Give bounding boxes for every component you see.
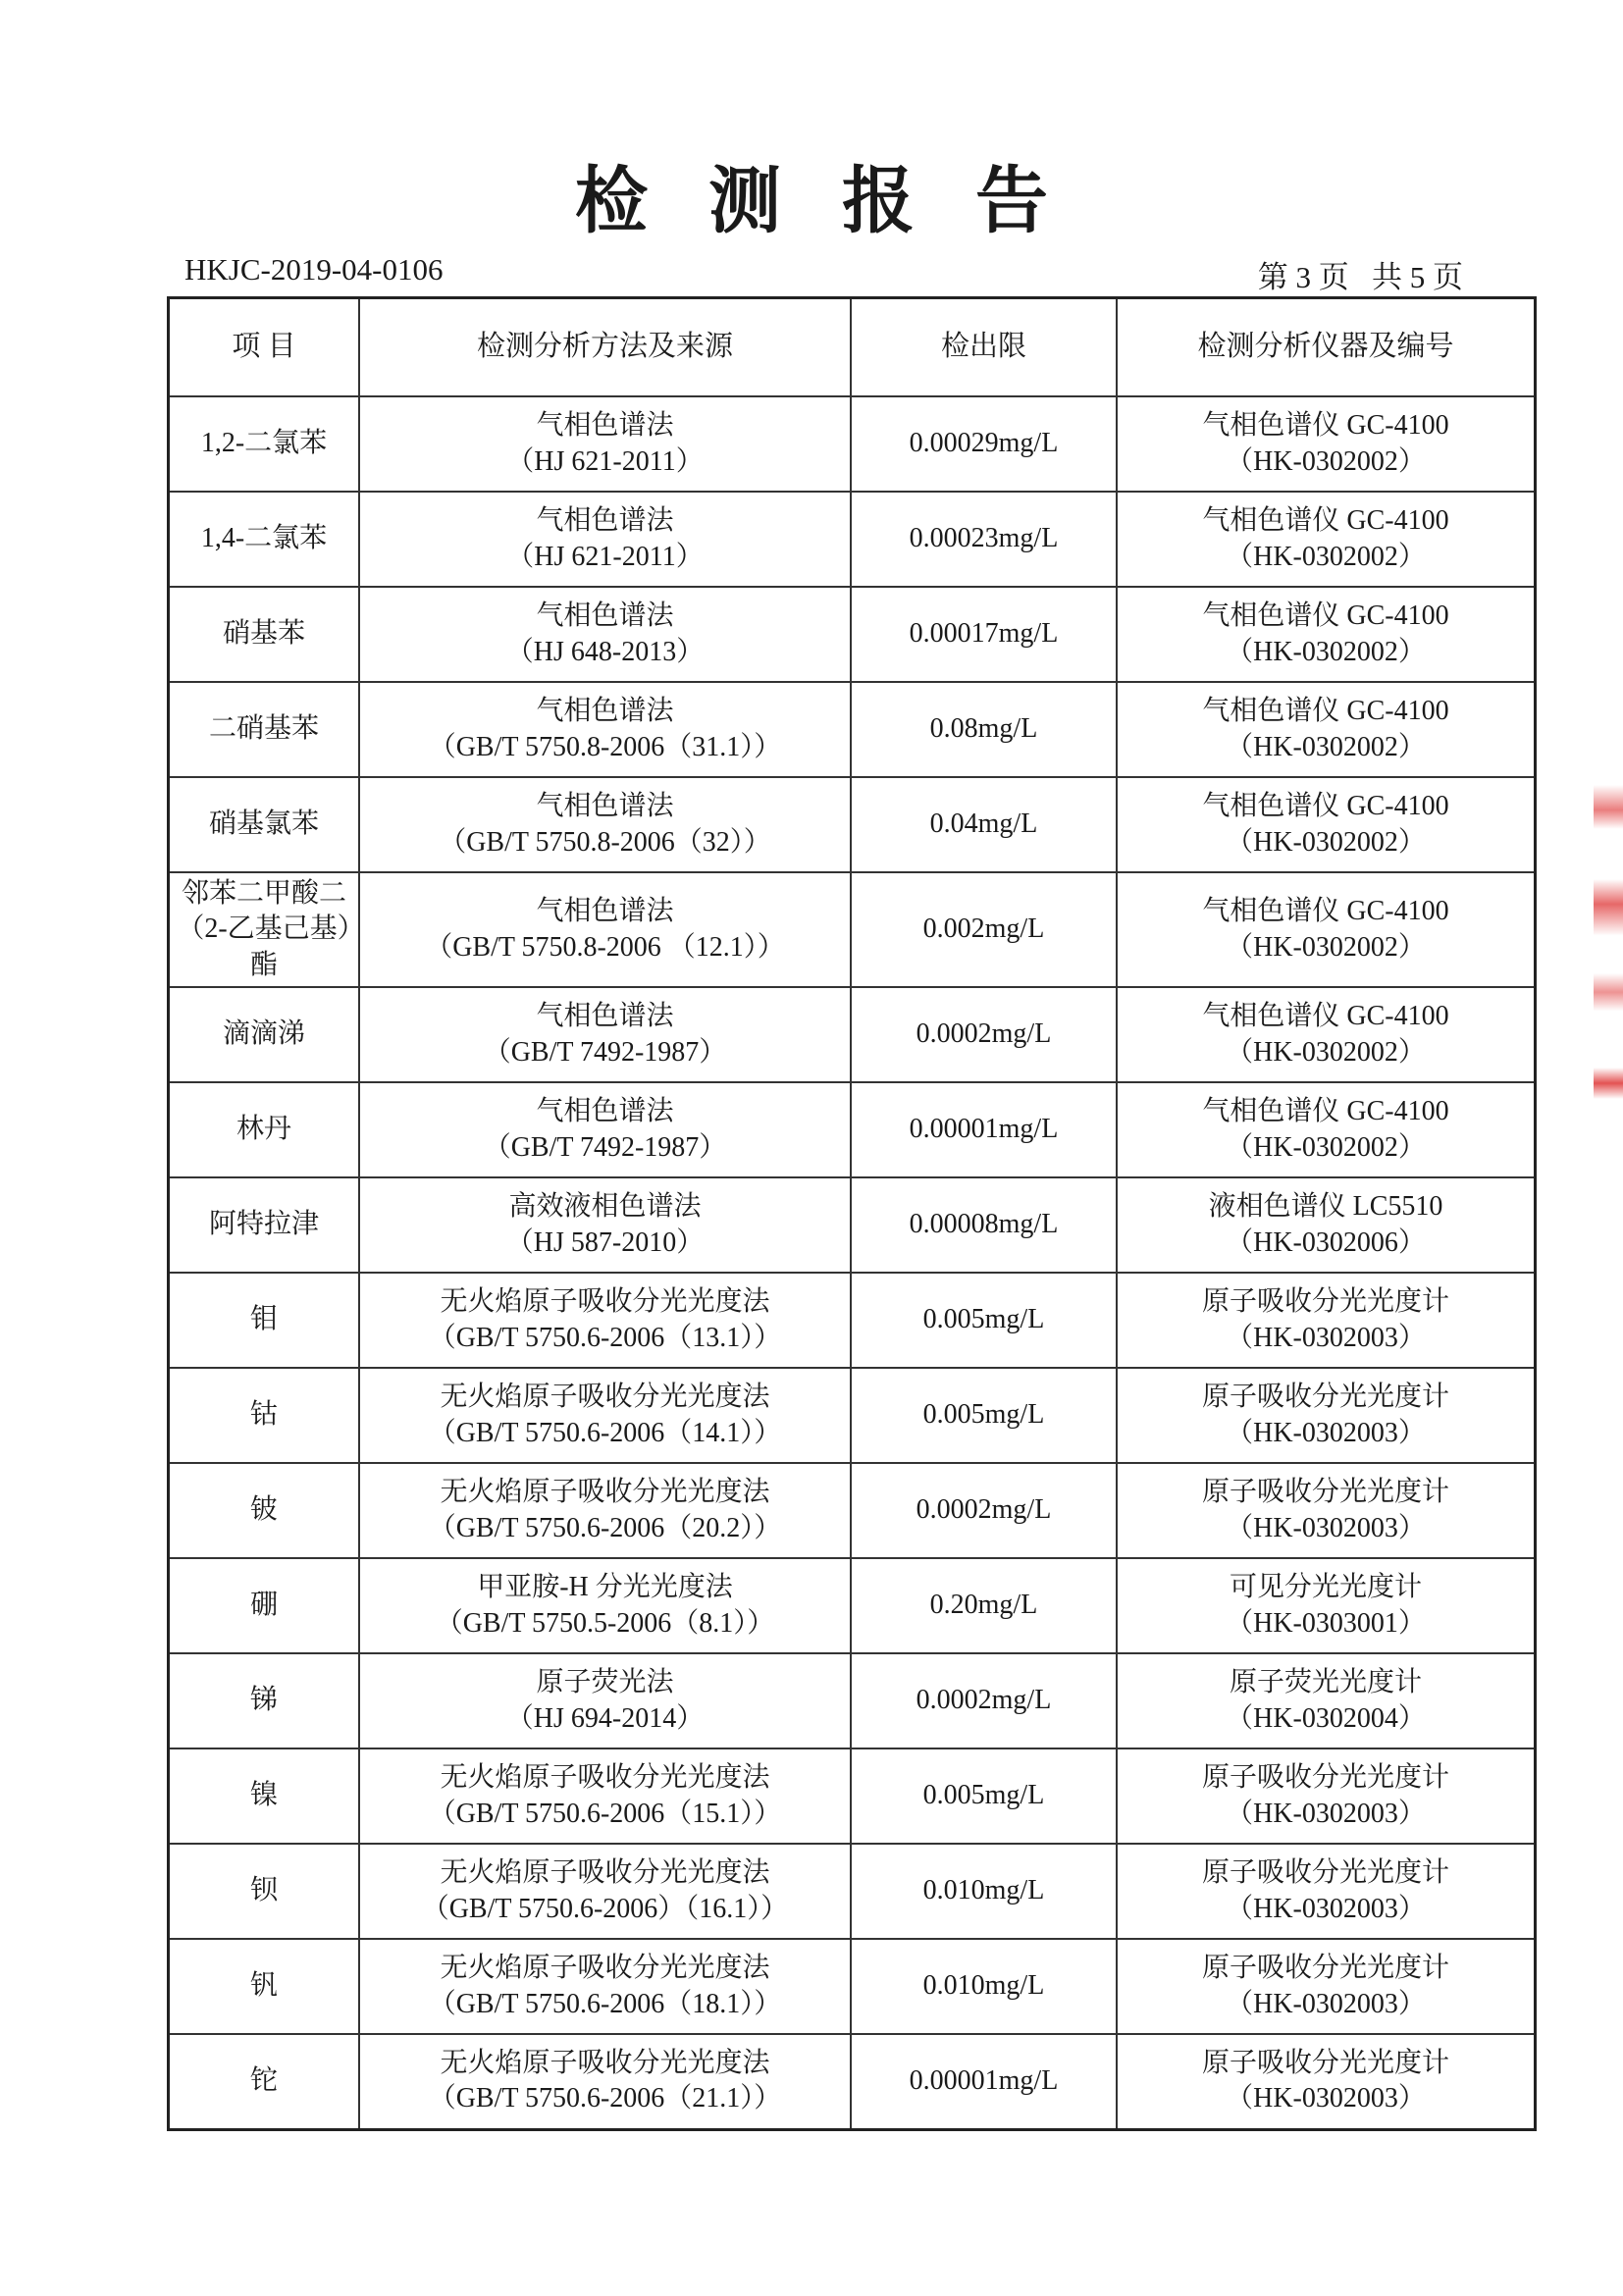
cell-instrument: [1117, 2034, 1536, 2129]
instrument-name: 气相色谱仪 GC-4100: [1202, 505, 1449, 537]
method-standard: （GB/T 5750.6-2006（15.1））: [428, 1798, 782, 1829]
instrument-name: 原子吸收分光光度计: [1201, 1857, 1449, 1889]
instrument-number: （HK-0302003）: [1226, 2083, 1426, 2114]
instrument-number: （HK-0302003）: [1226, 1512, 1426, 1543]
page-title: 检测报告: [575, 159, 1109, 243]
cell-detection-limit: 0.00001mg/L: [851, 2034, 1117, 2129]
instrument-number: （HK-0302002）: [1226, 1036, 1426, 1068]
cell-detection-limit: 0.20mg/L: [851, 1558, 1117, 1653]
cell-method: [359, 1653, 851, 1748]
table-row: [169, 1368, 1536, 1463]
method-standard: （GB/T 5750.8-2006 （12.1））: [425, 931, 785, 963]
table-row: [169, 682, 1536, 777]
cell-method: [359, 2034, 851, 2129]
instrument-name: 气相色谱仪 GC-4100: [1202, 600, 1449, 632]
instrument-number: （HK-0302002）: [1226, 636, 1426, 667]
cell-detection-limit: 0.08mg/L: [851, 682, 1117, 777]
method-name: 高效液相色谱法: [508, 1191, 702, 1223]
cell-item: 硝基氯苯: [169, 777, 360, 872]
cell-instrument: [1117, 872, 1536, 987]
cell-instrument: [1117, 1463, 1536, 1558]
cell-item: 二硝基苯: [169, 682, 360, 777]
cell-item: 镍: [169, 1748, 360, 1844]
instrument-number: （HK-0302003）: [1226, 1798, 1426, 1829]
table-row: [169, 1844, 1536, 1939]
cell-detection-limit: 0.00023mg/L: [851, 492, 1117, 587]
table-row: [169, 1463, 1536, 1558]
method-standard: （GB/T 5750.6-2006）（16.1））: [421, 1893, 789, 1924]
cell-item: 林丹: [169, 1082, 360, 1177]
instrument-number: （HK-0302003）: [1226, 1417, 1426, 1448]
cell-item: 钡: [169, 1844, 360, 1939]
method-standard: （GB/T 5750.5-2006（8.1））: [435, 1607, 775, 1639]
table-row: [169, 396, 1536, 492]
cell-item: 1,2-二氯苯: [169, 396, 360, 492]
cell-item: 钼: [169, 1273, 360, 1368]
table-row: [169, 987, 1536, 1082]
cell-method: [359, 1082, 851, 1177]
cell-item: 阿特拉津: [169, 1177, 360, 1273]
cell-instrument: [1117, 1748, 1536, 1844]
cell-item: 邻苯二甲酸二（2-乙基己基）酯: [169, 872, 360, 987]
instrument-name: 原子荧光光度计: [1229, 1667, 1422, 1698]
method-name: 无火焰原子吸收分光光度法: [440, 1382, 770, 1413]
col-header-limit: 检出限: [851, 298, 1117, 397]
cell-detection-limit: 0.002mg/L: [851, 872, 1117, 987]
col-header-method: 检测分析方法及来源: [359, 298, 851, 397]
method-name: 原子荧光法: [536, 1667, 674, 1698]
cell-instrument: [1117, 1844, 1536, 1939]
method-standard: （HJ 621-2011）: [506, 541, 704, 572]
cell-instrument: [1117, 587, 1536, 682]
instrument-name: 原子吸收分光光度计: [1201, 1286, 1449, 1318]
table-row: [169, 872, 1536, 987]
instrument-name: 气相色谱仪 GC-4100: [1202, 896, 1449, 927]
cell-item: 钒: [169, 1939, 360, 2034]
instrument-number: （HK-0302006）: [1226, 1226, 1426, 1258]
method-name: 无火焰原子吸收分光光度法: [440, 1762, 770, 1794]
cell-detection-limit: 0.0002mg/L: [851, 1463, 1117, 1558]
col-header-instrument: 检测分析仪器及编号: [1117, 298, 1536, 397]
method-name: 气相色谱法: [536, 1001, 674, 1032]
cell-instrument: [1117, 1653, 1536, 1748]
cell-item: 钴: [169, 1368, 360, 1463]
table-row: [169, 1748, 1536, 1844]
cell-detection-limit: 0.005mg/L: [851, 1748, 1117, 1844]
instrument-number: （HK-0302002）: [1226, 731, 1426, 762]
cell-item: 滴滴涕: [169, 987, 360, 1082]
cell-method: [359, 872, 851, 987]
method-name: 无火焰原子吸收分光光度法: [440, 1857, 770, 1889]
cell-instrument: [1117, 1939, 1536, 2034]
instrument-number: （HK-0302002）: [1226, 826, 1426, 858]
instrument-number: （HK-0302002）: [1226, 541, 1426, 572]
cell-method: [359, 1177, 851, 1273]
method-name: 气相色谱法: [536, 410, 674, 442]
method-name: 气相色谱法: [536, 696, 674, 727]
cell-method: [359, 987, 851, 1082]
cell-method: [359, 1939, 851, 2034]
method-standard: （HJ 621-2011）: [506, 445, 704, 477]
method-standard: （GB/T 5750.6-2006（18.1））: [428, 1988, 782, 2019]
method-name: 气相色谱法: [536, 505, 674, 537]
method-name: 甲亚胺-H 分光光度法: [477, 1572, 733, 1603]
cell-detection-limit: 0.0002mg/L: [851, 987, 1117, 1082]
cell-instrument: [1117, 987, 1536, 1082]
method-standard: （HJ 587-2010）: [505, 1226, 705, 1258]
instrument-name: 原子吸收分光光度计: [1201, 1953, 1449, 1984]
table-row: [169, 2034, 1536, 2129]
red-seal-stamp-fragment: [1594, 785, 1623, 1099]
instrument-name: 原子吸收分光光度计: [1201, 1762, 1449, 1794]
table-row: [169, 1273, 1536, 1368]
cell-instrument: [1117, 492, 1536, 587]
method-standard: （GB/T 7492-1987）: [483, 1036, 727, 1068]
cell-item: 1,4-二氯苯: [169, 492, 360, 587]
cell-method: [359, 682, 851, 777]
method-name: 气相色谱法: [536, 600, 674, 632]
table-row: [169, 1177, 1536, 1273]
instrument-number: （HK-0302003）: [1226, 1893, 1426, 1924]
cell-method: [359, 1368, 851, 1463]
table-row: [169, 1939, 1536, 2034]
method-standard: （GB/T 7492-1987）: [483, 1131, 727, 1163]
cell-detection-limit: 0.00017mg/L: [851, 587, 1117, 682]
cell-detection-limit: 0.010mg/L: [851, 1844, 1117, 1939]
method-standard: （HJ 648-2013）: [505, 636, 705, 667]
cell-method: [359, 492, 851, 587]
table-row: [169, 777, 1536, 872]
cell-detection-limit: 0.00001mg/L: [851, 1082, 1117, 1177]
method-name: 无火焰原子吸收分光光度法: [440, 1477, 770, 1508]
method-standard: （GB/T 5750.8-2006（31.1））: [428, 731, 782, 762]
method-standard: （GB/T 5750.8-2006（32））: [439, 826, 771, 858]
instrument-number: （HK-0302002）: [1226, 931, 1426, 963]
col-header-item: 项 目: [169, 298, 360, 397]
cell-instrument: [1117, 1273, 1536, 1368]
cell-instrument: [1117, 1177, 1536, 1273]
method-standard: （HJ 694-2014）: [505, 1702, 705, 1734]
method-standard: （GB/T 5750.6-2006（13.1））: [428, 1322, 782, 1353]
instrument-number: （HK-0303001）: [1226, 1607, 1426, 1639]
cell-detection-limit: 0.0002mg/L: [851, 1653, 1117, 1748]
cell-instrument: [1117, 1368, 1536, 1463]
cell-method: [359, 396, 851, 492]
cell-method: [359, 1748, 851, 1844]
table-row: [169, 1082, 1536, 1177]
cell-instrument: [1117, 1082, 1536, 1177]
cell-item: 硝基苯: [169, 587, 360, 682]
instrument-name: 可见分光光度计: [1229, 1572, 1422, 1603]
report-number: HKJC-2019-04-0106: [184, 252, 444, 287]
cell-method: [359, 1844, 851, 1939]
instrument-name: 气相色谱仪 GC-4100: [1202, 410, 1449, 442]
cell-instrument: [1117, 682, 1536, 777]
cell-item: 铊: [169, 2034, 360, 2129]
method-name: 无火焰原子吸收分光光度法: [440, 2047, 770, 2078]
instrument-number: （HK-0302003）: [1226, 1988, 1426, 2019]
cell-item: 锑: [169, 1653, 360, 1748]
instrument-name: 原子吸收分光光度计: [1201, 1477, 1449, 1508]
table-row: [169, 587, 1536, 682]
cell-method: [359, 1558, 851, 1653]
cell-item: 硼: [169, 1558, 360, 1653]
method-name: 无火焰原子吸收分光光度法: [440, 1286, 770, 1318]
method-name: 无火焰原子吸收分光光度法: [440, 1953, 770, 1984]
instrument-name: 液相色谱仪 LC5510: [1208, 1191, 1443, 1223]
cell-detection-limit: 0.010mg/L: [851, 1939, 1117, 2034]
instrument-name: 气相色谱仪 GC-4100: [1202, 1001, 1449, 1032]
cell-instrument: [1117, 777, 1536, 872]
cell-method: [359, 777, 851, 872]
instrument-name: 原子吸收分光光度计: [1201, 2047, 1449, 2078]
cell-method: [359, 1463, 851, 1558]
instrument-number: （HK-0302003）: [1226, 1322, 1426, 1353]
instrument-name: 气相色谱仪 GC-4100: [1202, 696, 1449, 727]
instrument-name: 原子吸收分光光度计: [1201, 1382, 1449, 1413]
cell-instrument: [1117, 396, 1536, 492]
instrument-number: （HK-0302004）: [1226, 1702, 1426, 1734]
instrument-number: （HK-0302002）: [1226, 1131, 1426, 1163]
table-header-row: [169, 298, 1536, 397]
table-row: [169, 492, 1536, 587]
detection-methods-table: [167, 296, 1537, 2131]
instrument-name: 气相色谱仪 GC-4100: [1202, 1096, 1449, 1127]
method-name: 气相色谱法: [536, 791, 674, 822]
method-name: 气相色谱法: [536, 1096, 674, 1127]
method-standard: （GB/T 5750.6-2006（21.1））: [428, 2083, 782, 2114]
cell-detection-limit: 0.005mg/L: [851, 1368, 1117, 1463]
method-name: 气相色谱法: [536, 896, 674, 927]
instrument-name: 气相色谱仪 GC-4100: [1202, 791, 1449, 822]
cell-item: 铍: [169, 1463, 360, 1558]
page-info: 第 3 页 共 5 页: [1257, 260, 1463, 294]
cell-method: [359, 587, 851, 682]
instrument-number: （HK-0302002）: [1226, 445, 1426, 477]
table-body: [169, 396, 1536, 2129]
cell-detection-limit: 0.00029mg/L: [851, 396, 1117, 492]
method-standard: （GB/T 5750.6-2006（20.2））: [428, 1512, 782, 1543]
cell-detection-limit: 0.04mg/L: [851, 777, 1117, 872]
table-row: [169, 1558, 1536, 1653]
cell-detection-limit: 0.00008mg/L: [851, 1177, 1117, 1273]
table-row: [169, 1653, 1536, 1748]
cell-detection-limit: 0.005mg/L: [851, 1273, 1117, 1368]
cell-method: [359, 1273, 851, 1368]
method-standard: （GB/T 5750.6-2006（14.1））: [428, 1417, 782, 1448]
cell-instrument: [1117, 1558, 1536, 1653]
